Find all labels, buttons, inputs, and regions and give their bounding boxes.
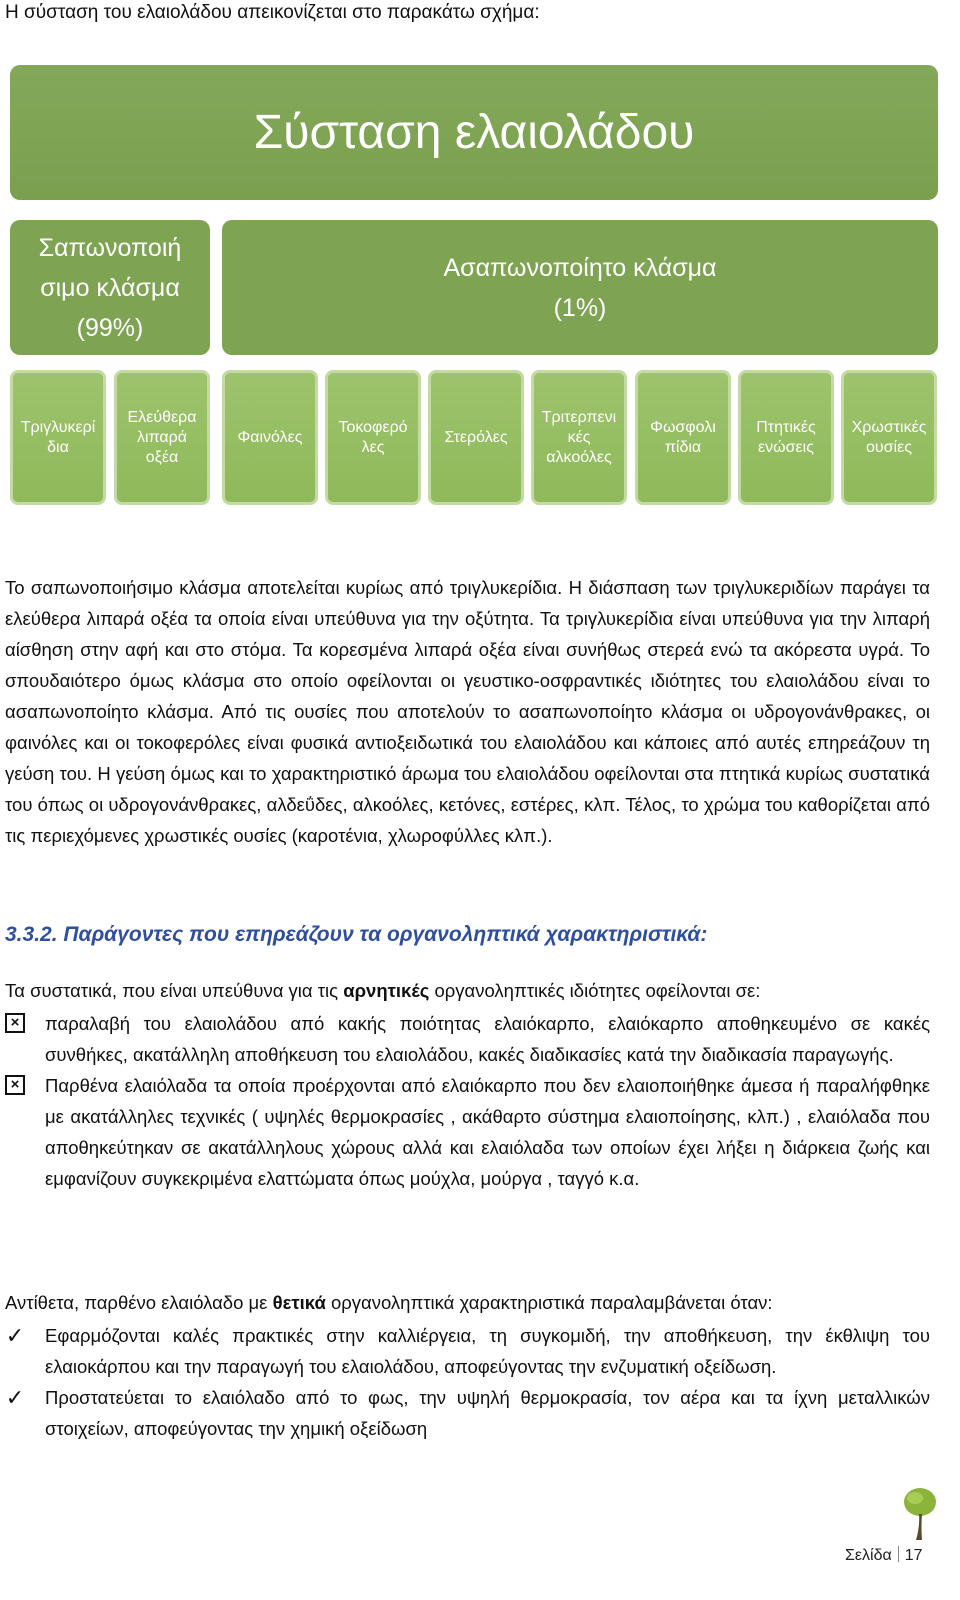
list-item (5, 1320, 930, 1382)
checkmark-icon: ✓ (5, 1322, 25, 1348)
unsaponifiable-fraction-box: Ασαπωνοποίητο κλάσμα (1%) (222, 220, 938, 355)
positive-intro (5, 1289, 773, 1317)
component-phenols: Φαινόλες (222, 370, 318, 505)
list-item (5, 1382, 930, 1444)
positive-factors-list (5, 1320, 930, 1444)
components-row (10, 370, 938, 505)
negative-intro-text-end: οργανοληπτικές ιδιότητες οφείλονται σε: (429, 980, 761, 1001)
page-number: 17 (904, 1547, 923, 1564)
component-tocopherols: Τοκοφερό λες (325, 370, 421, 505)
positive-intro-text-end: οργανοληπτικά χαρακτηριστικά παραλαμβάνεται όταν: (325, 1292, 773, 1313)
paragraph-composition: Το σαπωνοποιήσιμο κλάσμα αποτελείται κυρίως από τριγλυκερίδια. Η διάσπαση των τριγλυκεριδίων παράγει τα ελεύθερα λιπαρά οξέα τα οποία είναι υπεύθυνα για την οξύτητα. Τα τριγλυκερίδια είναι υπεύθυνα για την λιπαρή αίσθηση στην αφή και στο στόμα. Τα κορεσμένα λιπαρά οξέα είναι συνήθως στερεά ενώ τα ακόρεστα υγρά. Το σπουδαιότερο όμως κλάσμα στο οποίο οφείλονται οι γευστικο-οσφραντικές ιδιότητες του ελαιολάδου είναι το ασαπωνοποίητο κλάσμα. Από τις ουσίες που αποτελούν το ασαπωνοποίητο κλάσμα οι υδρογονάνθρακες, οι φαινόλες και οι τοκοφερόλες είναι φυσικά αντιοξειδωτικά του ελαιολάδου και κάποιες από αυτές επηρεάζουν τη γεύση του. Η γεύση όμως και το χαρακτηριστικό άρωμα του ελαιολάδου οφείλονται στα πτητικά κυρίως συστατικά του όπως οι υδρογονάνθρακες, αλδεΰδες, αλκοόλες, κετόνες, εστέρες, κλπ. Τέλος, το χρώμα του καθορίζεται από τις περιεχόμενες χρωστικές ουσίες (καροτένια, χλωροφύλλες κλπ.). (5, 577, 930, 846)
component-sterols: Στερόλες (428, 370, 524, 505)
negative-intro-bold: αρνητικές (343, 980, 430, 1001)
saponifiable-fraction-box: Σαπωνοποιή σιμο κλάσμα (99%) (10, 220, 210, 355)
intro-text: Η σύσταση του ελαιολάδου απεικονίζεται στο παρακάτω σχήμα: (5, 2, 540, 23)
olive-tree-logo (900, 1486, 940, 1542)
negative-factors-list (5, 1008, 930, 1194)
list-item (5, 1008, 930, 1070)
positive-intro-text: Αντίθετα, παρθένο ελαιόλαδο με (5, 1292, 273, 1313)
page-footer (845, 1546, 923, 1566)
crossed-box-icon: × (5, 1075, 25, 1095)
list-item-text: Προστατεύεται το ελαιόλαδο από το φως, την υψηλή θερμοκρασία, τον αέρα και τα ίχνη μεταλλικών στοιχείων, αποφεύγοντας την χημική οξείδωση (45, 1387, 930, 1439)
component-triglycerides: Τριγλυκερί δια (10, 370, 106, 505)
component-triterpenic-alcohols: Τριτερπενι κές αλκοόλες (531, 370, 627, 505)
footer-divider (898, 1546, 899, 1562)
checkmark-icon: ✓ (5, 1384, 25, 1410)
section-heading: 3.3.2. Παράγοντες που επηρεάζουν τα οργανοληπτικά χαρακτηριστικά: (5, 923, 708, 946)
crossed-box-icon: × (5, 1013, 25, 1033)
list-item-text: Εφαρμόζονται καλές πρακτικές στην καλλιέργεια, τη συγκομιδή, την αποθήκευση, την έκθλιψη του ελαιοκάρπου και την παραγωγή του ελαιολάδου, αποφεύγοντας την ενζυματική οξείδωση. (45, 1325, 930, 1377)
negative-intro-text: Τα συστατικά, που είναι υπεύθυνα για τις (5, 980, 344, 1001)
list-item-text: Παρθένα ελαιόλαδα τα οποία προέρχονται από ελαιόκαρπο που δεν ελαιοποιήθηκε άμεσα ή παραλήφθηκε με ακατάλληλες τεχνικές ( υψηλές θερμοκρασίες , ακάθαρτο σύστημα ελαιοποίησης, κλπ.) , ελαιόλαδα που αποθηκεύτηκαν σε ακατάλληλους χώρους αλλά και ελαιόλαδα των οποίων έχει λήξει η διάρκεια ζωής και εμφανίζουν συγκεκριμένα ελαττώματα όπως μούχλα, μούργα , ταγγό κ.α. (45, 1075, 930, 1189)
list-item (5, 1070, 930, 1194)
list-item-text: παραλαβή του ελαιολάδου από κακής ποιότητας ελαιόκαρπο, ελαιόκαρπο αποθηκευμένο σε κακές συνθήκες, ακατάλληλη αποθήκευση του ελαιολάδου, κακές διαδικασίες κατά την διαδικασία παραγωγής. (45, 1013, 930, 1065)
negative-intro (5, 977, 760, 1005)
diagram-title: Σύσταση ελαιολάδου (10, 65, 938, 200)
component-volatile-compounds: Πτητικές ενώσεις (738, 370, 834, 505)
positive-intro-bold: θετικά (272, 1292, 326, 1313)
page-label: Σελίδα (845, 1547, 892, 1564)
olive-oil-composition-diagram (10, 65, 938, 515)
component-free-fatty-acids: Ελεύθερα λιπαρά οξέα (114, 370, 210, 505)
component-phospholipids: Φωσφολι πίδια (635, 370, 731, 505)
component-pigments: Χρωστικές ουσίες (841, 370, 937, 505)
